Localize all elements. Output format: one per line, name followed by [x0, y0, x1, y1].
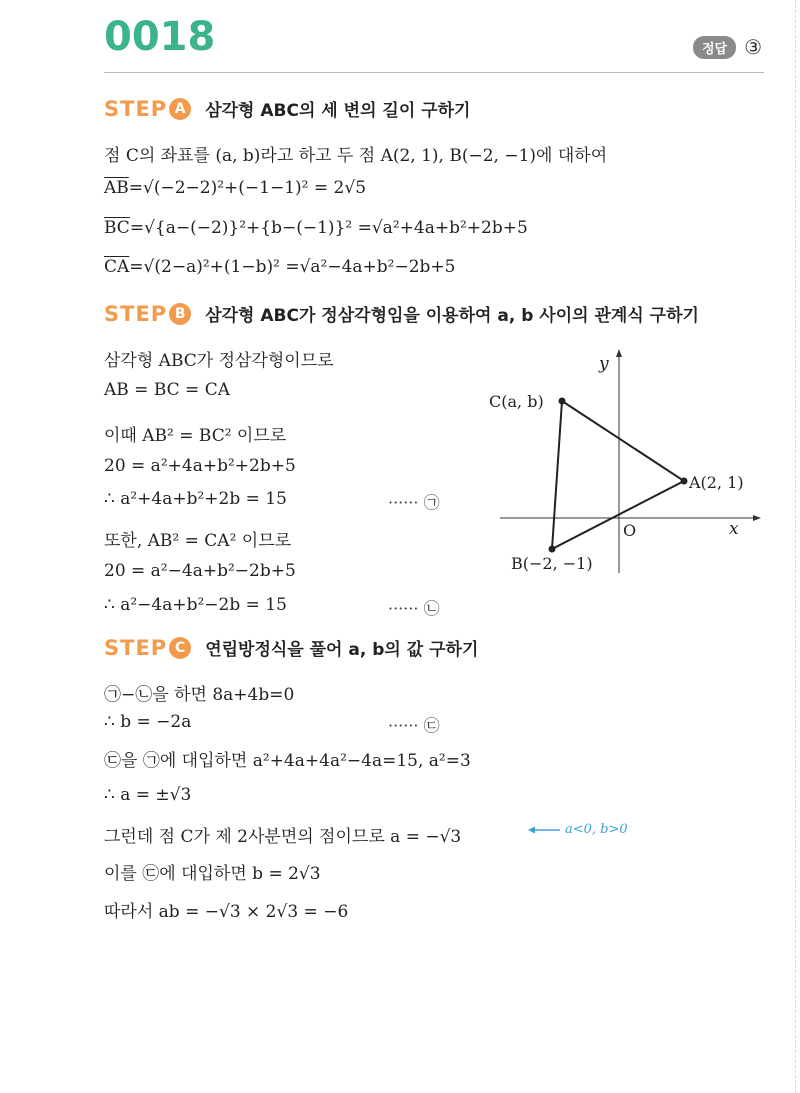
step-b-word: STEP: [104, 301, 168, 326]
text-line: ∴ a = ±√3: [104, 785, 192, 805]
point-c: [559, 398, 566, 405]
text-line: 또한, AB² = CA² 이므로: [104, 531, 292, 551]
text-line: 삼각형 ABC가 정삼각형이므로: [104, 351, 334, 371]
side-note: [528, 822, 628, 837]
step-b-title: 삼각형 ABC가 정삼각형임을 이용하여 a, b 사이의 관계식 구하기: [205, 306, 699, 326]
y-axis-arrow: [616, 349, 622, 357]
point-b-label: B(−2, −1): [511, 554, 593, 573]
equation-ca: [104, 257, 455, 277]
text-line: 따라서 ab = −√3 × 2√3 = −6: [104, 902, 349, 922]
text-line: 그런데 점 C가 제 2사분면의 점이므로 a = −√3: [104, 827, 462, 847]
segment-ca: $\overline{CA}$: [104, 257, 130, 277]
equation-tag: ······ ㉡: [388, 599, 440, 618]
step-c-heading: [104, 635, 478, 660]
text-line: 20 = a²+4a+b²+2b+5: [104, 456, 296, 476]
text-line: AB = BC = CA: [104, 380, 230, 400]
segment-ab: $\overline{AB}$: [104, 178, 129, 198]
text-line: ㉢을 ㉠에 대입하면 a²+4a+4a²−4a=15, a²=3: [104, 751, 471, 771]
y-axis-label: y: [599, 354, 609, 374]
left-arrow-icon: [528, 825, 560, 835]
step-a-word: STEP: [104, 96, 168, 121]
header-divider: [104, 72, 764, 73]
x-axis-arrow: [753, 515, 761, 521]
step-c-badge: C: [169, 637, 191, 659]
step-b-badge: B: [169, 303, 191, 325]
point-a-label: A(2, 1): [689, 473, 744, 492]
equation-tag: ······ ㉠: [388, 493, 440, 512]
triangle-abc: [552, 401, 684, 549]
text-line: 20 = a²−4a+b²−2b+5: [104, 561, 296, 581]
origin-label: O: [623, 521, 637, 540]
equation-ab: [104, 178, 366, 198]
text-line: ㉠−㉡을 하면 8a+4b=0: [104, 685, 295, 705]
point-a: [681, 478, 688, 485]
step-b-heading: [104, 301, 699, 326]
coordinate-figure: [489, 345, 765, 585]
step-a-heading: [104, 96, 470, 121]
text-line: ∴ a²+4a+b²+2b = 15: [104, 489, 287, 509]
text-line: ∴ b = −2a: [104, 712, 192, 732]
answer-value: ③: [744, 35, 762, 59]
text-line: 점 C의 좌표를 (a, b)라고 하고 두 점 A(2, 1), B(−2, −1)에 대하여: [104, 146, 608, 166]
equation-bc-rhs: =√{a−(−2)}²+{b−(−1)}² =√a²+4a+b²+2b+5: [129, 218, 528, 238]
equation-ca-rhs: =√(2−a)²+(1−b)² =√a²−4a+b²−2b+5: [129, 257, 456, 277]
answer-box: [693, 35, 762, 59]
text-line: 이를 ㉢에 대입하면 b = 2√3: [104, 864, 321, 884]
step-c-word: STEP: [104, 635, 168, 660]
equation-ab-rhs: =√(−2−2)²+(−1−1)² = 2√5: [128, 178, 367, 198]
text-line: 이때 AB² = BC² 이므로: [104, 426, 287, 446]
page-edge-dashes: [795, 0, 796, 1093]
x-axis-label: x: [729, 519, 739, 539]
answer-label: 정답: [693, 36, 736, 59]
text-line: ∴ a²−4a+b²−2b = 15: [104, 595, 287, 615]
step-c-title: 연립방정식을 풀어 a, b의 값 구하기: [205, 640, 479, 660]
step-a-badge: A: [169, 98, 191, 120]
equation-tag: ······ ㉢: [388, 716, 440, 735]
point-b: [549, 546, 556, 553]
step-a-title: 삼각형 ABC의 세 변의 길이 구하기: [205, 101, 471, 121]
point-c-label: C(a, b): [489, 392, 544, 411]
segment-bc: $\overline{BC}$: [104, 218, 130, 238]
equation-bc: [104, 218, 528, 238]
side-note-text: a<0, b>0: [565, 822, 628, 837]
problem-number: 0018: [104, 14, 216, 60]
